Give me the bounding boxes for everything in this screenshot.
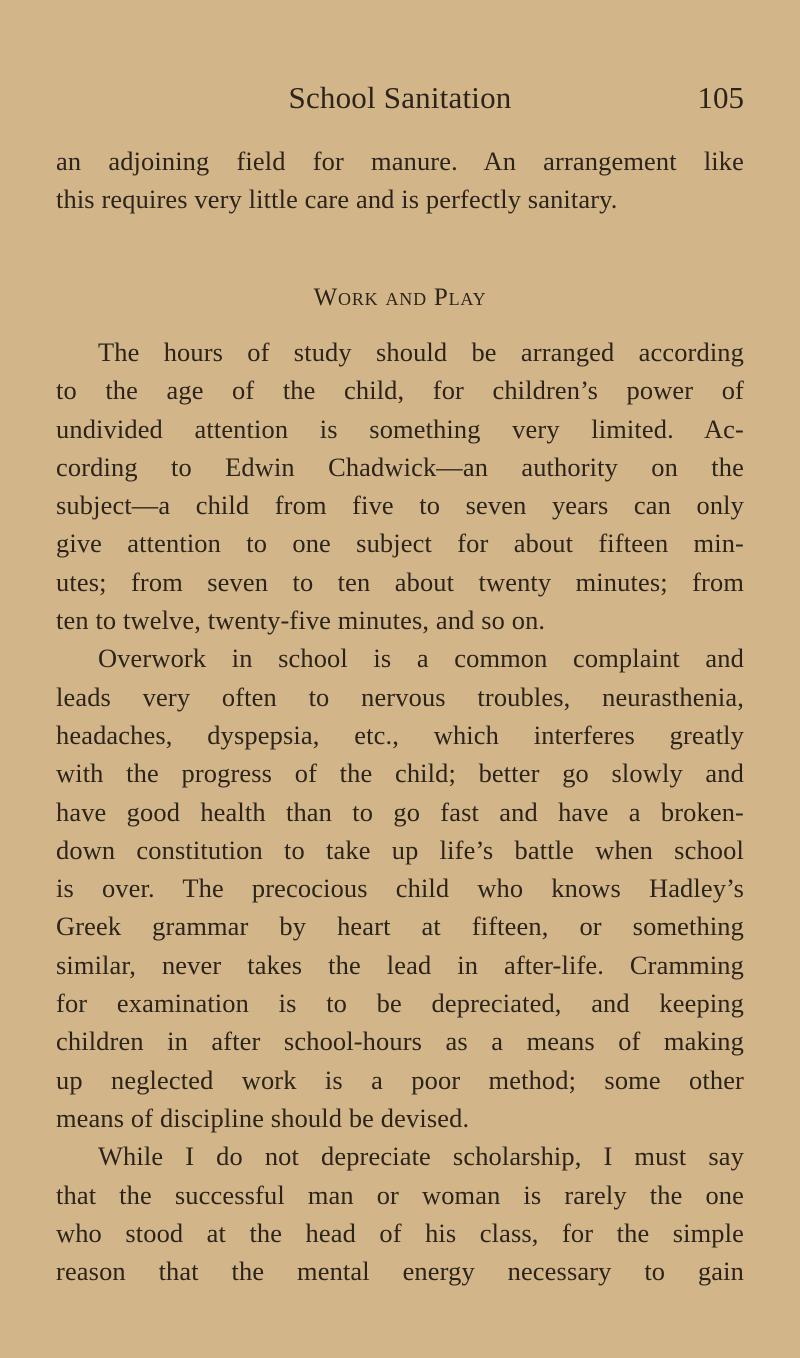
opening-text (56, 142, 744, 219)
text-line: similar, never takes the lead in after-life. Cramming (56, 949, 744, 980)
running-title: School Sanitation (288, 80, 512, 115)
text-line: give attention to one subject for about fifteen min- (56, 528, 744, 559)
running-head (56, 0, 744, 115)
paragraph (56, 333, 744, 639)
text-line: reason that the mental energy necessary to gain (56, 1256, 744, 1287)
text-line: is over. The precocious child who knows Hadley’s (56, 873, 744, 904)
text-line: subject—a child from five to seven years can only (56, 490, 744, 521)
text-line: leads very often to nervous troubles, neurasthenia, (56, 681, 744, 712)
text-line: ten to twelve, twenty-five minutes, and so on. (56, 605, 546, 636)
text-line: this requires very little care and is perfectly sanitary. (56, 184, 618, 215)
paragraph (56, 639, 744, 1137)
text-line: children in after school-hours as a means of making (56, 1026, 744, 1057)
paragraph (56, 1137, 744, 1290)
main-text (56, 333, 744, 1290)
text-line: down constitution to take up life’s battle when school (56, 834, 744, 865)
section-heading: Work and Play (313, 284, 487, 311)
text-line: up neglected work is a poor method; some other (56, 1064, 744, 1095)
text-line: with the progress of the child; better go slowly and (56, 758, 744, 789)
text-line: for examination is to be depreciated, and keeping (56, 988, 744, 1019)
text-line: Overwork in school is a common complaint and (98, 643, 744, 674)
text-line: means of discipline should be devised. (56, 1102, 470, 1133)
text-line: While I do not depreciate scholarship, I must say (98, 1141, 744, 1172)
text-line: who stood at the head of his class, for the simple (56, 1217, 744, 1248)
text-line: have good health than to go fast and have a broken- (56, 796, 744, 827)
text-line: that the successful man or woman is rarely the one (56, 1179, 744, 1210)
page-number: 105 (697, 80, 744, 115)
text-line: The hours of study should be arranged according (98, 337, 744, 367)
text-line: Greek grammar by heart at fifteen, or something (56, 911, 744, 942)
text-line: an adjoining field for manure. An arrangement like (56, 146, 744, 176)
text-line: utes; from seven to ten about twenty minutes; from (56, 566, 744, 597)
text-line: cording to Edwin Chadwick—an authority on the (56, 451, 744, 482)
text-line: headaches, dyspepsia, etc., which interferes greatly (56, 719, 744, 750)
text-line: to the age of the child, for children’s power of (56, 375, 744, 406)
text-line: undivided attention is something very limited. Ac- (56, 413, 744, 444)
